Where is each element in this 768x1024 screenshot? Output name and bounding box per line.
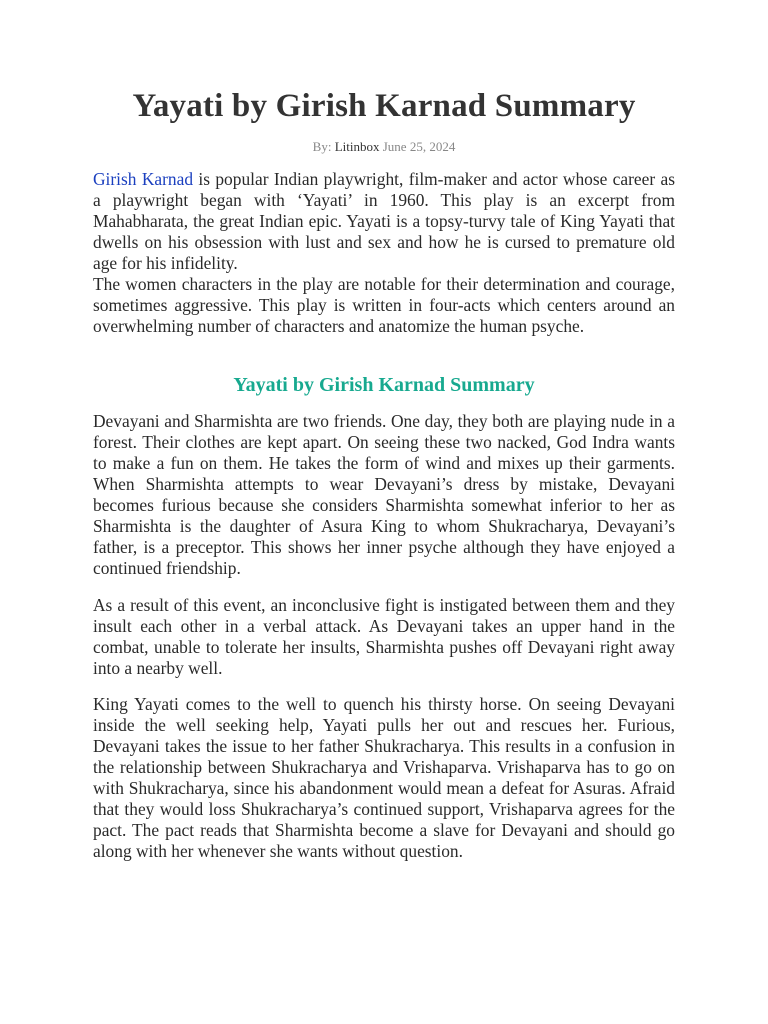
page-title: Yayati by Girish Karnad Summary: [132, 88, 636, 124]
paragraph-text: Devayani and Sharmishta are two friends. One day, they both are playing nude in a forest. Their clothes are kept apart. On seeing these two nacked, God Indra wants to make a fun on them. He takes the form of wind and mixes up their garments. When Sharmishta attempts to wear Devayani’s dress by mistake, Devayani becomes furious because she considers Sharmishta somewhat inferior to her as Sharmishta is the daughter of Asura King to whom Shukracharya, Devayani’s father, is a preceptor. This shows her inner psyche although they have enjoyed a continued friendship.: [93, 411, 675, 578]
intro-paragraph-1: [93, 169, 675, 274]
intro-paragraph-2: The women characters in the play are notable for their determination and courage, sometimes aggressive. This play is written in four-acts which centers around an overwhelming number of characters and anatomize the human psyche.: [93, 274, 675, 336]
summary-paragraph-2: [93, 595, 675, 679]
paragraph-text: As a result of this event, an inconclusive fight is instigated between them and they insult each other in a verbal attack. As Devayani takes an upper hand in the combat, unable to tolerate her insults, Sharmishta pushes off Devayani right away into a nearby well.: [93, 595, 675, 678]
byline-date: June 25, 2024: [382, 139, 456, 154]
byline-prefix: By:: [312, 139, 332, 154]
summary-paragraph-3: [93, 694, 675, 862]
intro-paragraph-1-text: is popular Indian playwright, film-maker and actor whose career as a playwright began with ‘Yayati’ in 1960. This play is an excerpt from Mahabharata, the great Indian epic. Yayati is a topsy-turvy tale of King Yayati that dwells on his obsession with lust and sex and how he is cursed to premature old age for his infidelity.: [93, 169, 675, 273]
paragraph-text: King Yayati comes to the well to quench his thirsty horse. On seeing Devayani inside the well seeking help, Yayati pulls her out and rescues her. Furious, Devayani takes the issue to her father Shukracharya. This results in a confusion in the relationship between Shukracharya and Vrishaparva. Vrishaparva has to go on with Shukracharya, since his abandonment would mean a defeat for Asuras. Afraid that they would loss Shukracharya’s continued support, Vrishaparva agrees for the pact. The pact reads that Sharmishta become a slave for Devayani and should go along with her whenever she wants without question.: [93, 694, 675, 861]
author-link[interactable]: Girish Karnad: [93, 169, 194, 189]
summary-paragraph-1: [93, 411, 675, 579]
byline: [0, 139, 768, 155]
byline-author[interactable]: Litinbox: [334, 139, 380, 154]
intro-section: [93, 169, 675, 337]
section-heading: Yayati by Girish Karnad Summary: [233, 374, 535, 396]
